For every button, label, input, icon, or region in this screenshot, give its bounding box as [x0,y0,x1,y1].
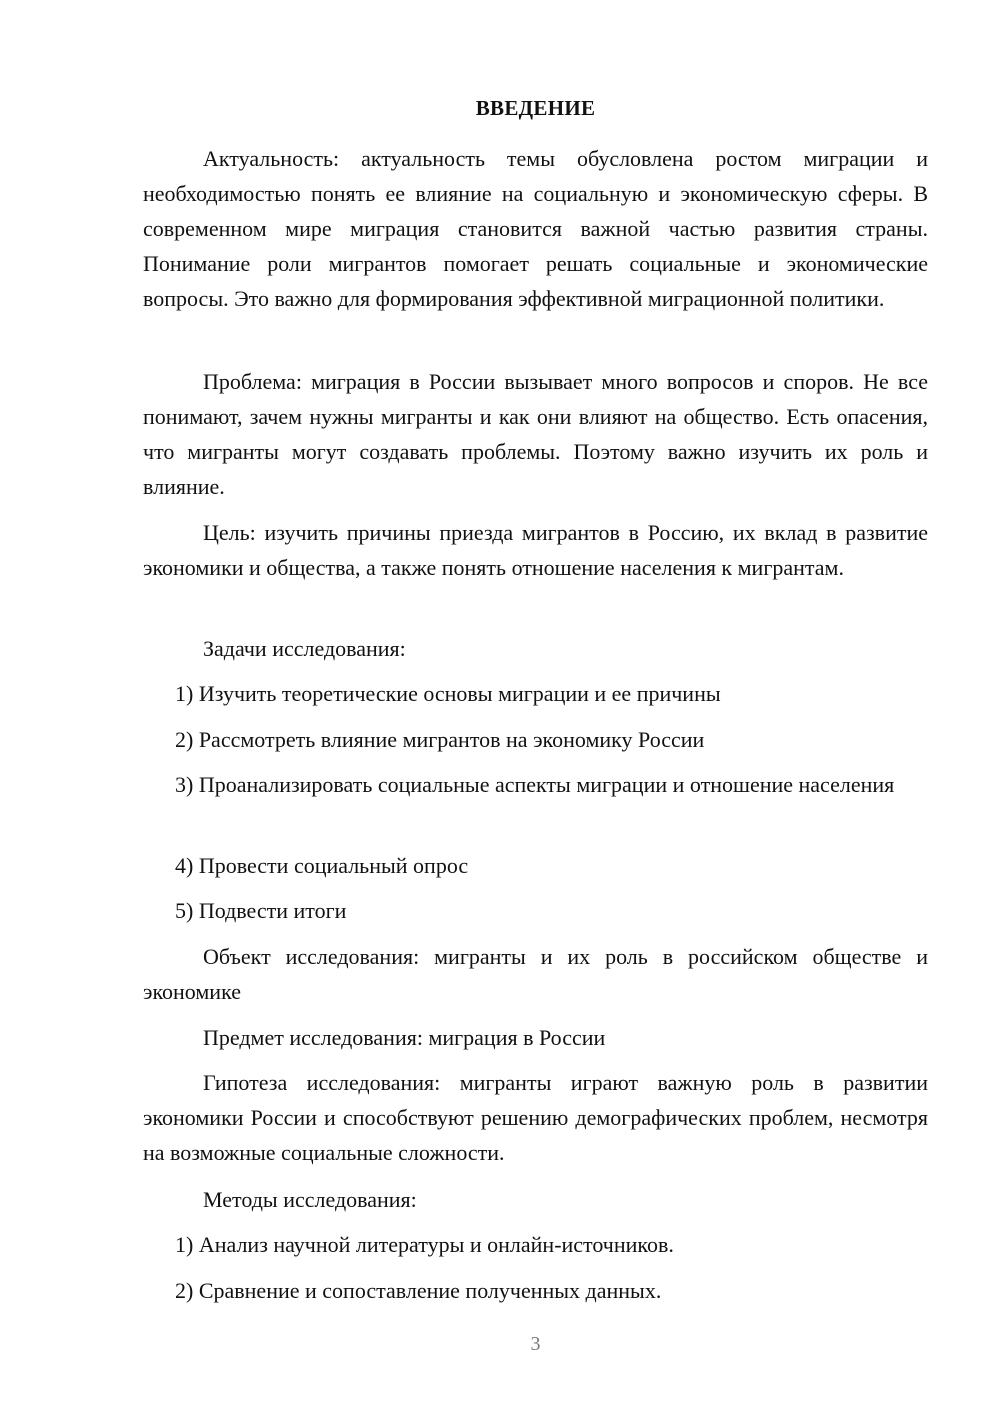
list-item-method-2: 2) Сравнение и сопоставление полученных данных. [175,1278,662,1303]
paragraph-relevance: Актуальность: актуальность темы обусловлена ростом миграции и необходимостью понять ее влияние на социальную и экономическую сферы. В современном мире миграция становится важной частью развития страны. Понимание роли мигрантов помогает решать социальные и экономические вопросы. Это важно для формирования эффективной миграционной политики. [143,146,928,311]
list-item-task-1: 1) Изучить теоретические основы миграции и ее причины [175,681,721,706]
list-item-task-2: 2) Рассмотреть влияние мигрантов на экономику России [175,727,705,752]
paragraph-tasks-label: Задачи исследования: [203,636,406,661]
list-item-task-3: 3) Проанализировать социальные аспекты миграции и отношение населения [175,772,895,797]
list-item-task-4: 4) Провести социальный опрос [175,853,469,878]
section-heading: ВВЕДЕНИЕ [475,96,596,120]
paragraph-methods-label: Методы исследования: [203,1187,417,1212]
paragraph-object: Объект исследования: мигранты и их роль в российском обществе и экономике [143,944,928,1004]
list-item-method-1: 1) Анализ научной литературы и онлайн-источников. [175,1232,674,1257]
paragraph-subject: Предмет исследования: миграция в России [203,1025,606,1050]
paragraph-problem: Проблема: миграция в России вызывает много вопросов и споров. Не все понимают, зачем нужны мигранты и как они влияют на общество. Есть опасения, что мигранты могут создавать проблемы. Поэтому важно изучить их роль и влияние. [143,369,928,499]
paragraph-goal: Цель: изучить причины приезда мигрантов в Россию, их вклад в развитие экономики и общества, а также понять отношение населения к мигрантам. [143,520,928,580]
paragraph-hypothesis: Гипотеза исследования: мигранты играют важную роль в развитии экономики России и способствуют решению демографических проблем, несмотря на возможные социальные сложности. [143,1070,928,1165]
list-item-task-5: 5) Подвести итоги [175,898,347,923]
page-number: 3 [530,1333,541,1355]
